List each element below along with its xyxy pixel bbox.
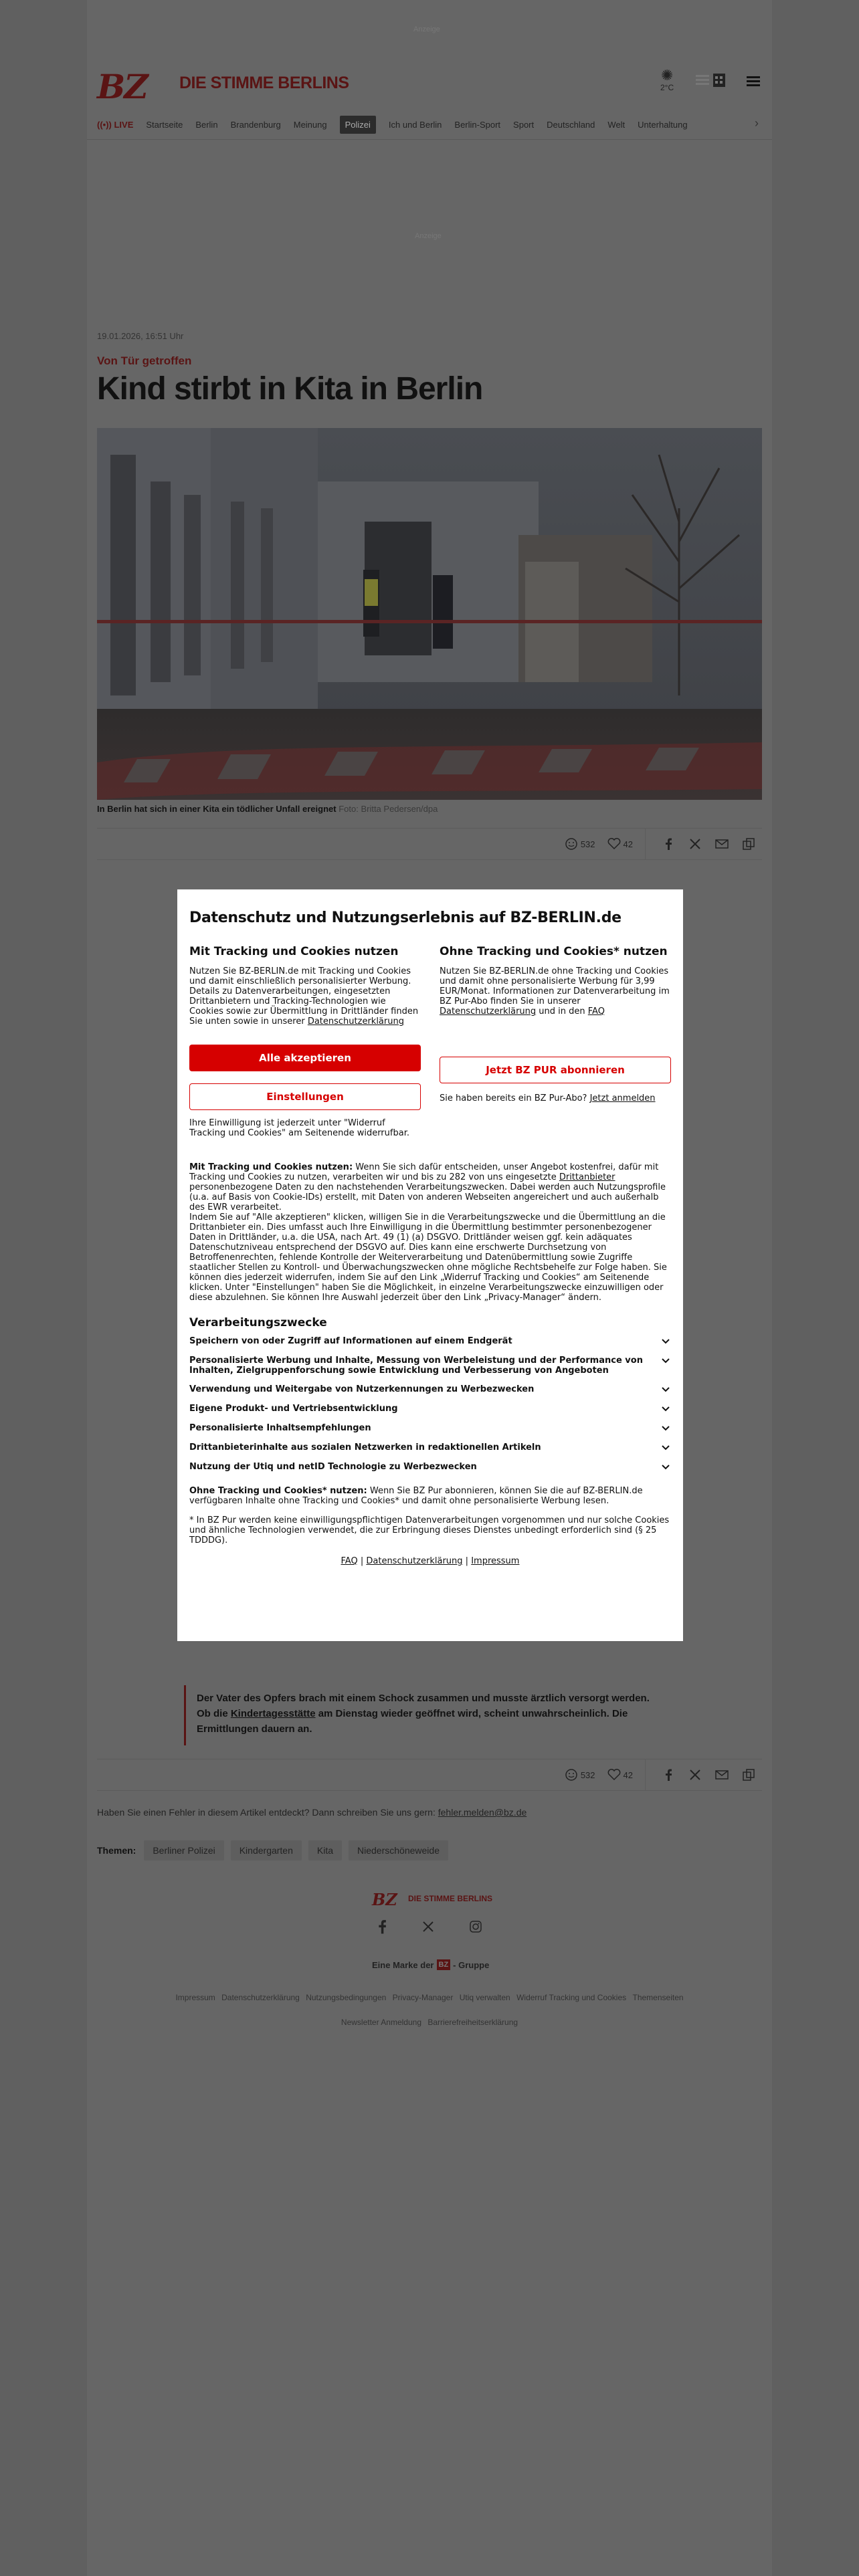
nav-divider	[87, 139, 772, 140]
themes-label: Themen:	[97, 1845, 136, 1856]
chevron-down-icon	[660, 1423, 671, 1434]
consent-right-text: Nutzen Sie BZ-BERLIN.de ohne Tracking und Cookies und damit ohne personalisierte Werbung für 3,99 EUR/Monat. Informationen zur Datenverarbeitung im BZ Pur-Abo finden Sie in unserer Datenschutzerklärung und in den FAQ	[440, 966, 670, 1016]
themes-row	[97, 1840, 455, 1860]
footer-logo[interactable]: BZ	[372, 1890, 397, 1909]
brand-line: Eine Marke der BZ - Gruppe	[372, 1959, 490, 1970]
nav-item-welt[interactable]: Welt	[607, 119, 626, 130]
weather-temp: 2°C	[660, 83, 674, 92]
consent-bottom-links: FAQ | Datenschutzerklärung | Impressum	[341, 1556, 520, 1566]
heart-icon	[607, 838, 621, 850]
chevron-down-icon	[660, 1442, 671, 1453]
subscribe-pur-button[interactable]: Jetzt BZ PUR abonnieren	[440, 1057, 671, 1083]
purpose-item[interactable]: Drittanbieterinhalte aus sozialen Netzwerken in redaktionellen Artikeln	[189, 1442, 671, 1453]
comments-icon	[565, 837, 578, 851]
chevron-down-icon	[660, 1462, 671, 1473]
consent-imprint-link[interactable]: Impressum	[471, 1556, 520, 1566]
heart-icon	[607, 1769, 621, 1781]
article-photo[interactable]	[97, 428, 762, 800]
purpose-item[interactable]: Speichern von oder Zugriff auf Informationen auf einem Endgerät	[189, 1336, 671, 1347]
nav-item-unterhaltung[interactable]: Unterhaltung	[638, 119, 688, 130]
consent-left-text: Nutzen Sie BZ-BERLIN.de mit Tracking und Cookies und damit einschließlich personalisierter Werbung. Details zu Datenverarbeitungen, eingesetzten Drittanbietern und Tracking-Technologien wie Cookies sowie zur Übermittlung in Drittländer finden Sie unten sowie in unserer Datenschutzerklärung	[189, 966, 419, 1027]
footer-slogan: DIE STIMME BERLINS	[408, 1894, 493, 1903]
footer-link-widerruf[interactable]: Widerruf Tracking und Cookies	[516, 1993, 627, 2002]
consent-title: Datenschutz und Nutzungserlebnis auf BZ-BERLIN.de	[189, 909, 622, 926]
purposes-heading: Verarbeitungszwecke	[189, 1316, 327, 1329]
consent-right-heading: Ohne Tracking und Cookies* nutzen	[440, 945, 668, 958]
bz-group-logo: BZ	[437, 1959, 451, 1970]
consent-right-column	[440, 945, 671, 1138]
x-icon[interactable]	[423, 1921, 434, 1932]
chevron-down-icon	[660, 1356, 671, 1366]
likes-count-bottom[interactable]: 42	[607, 1769, 633, 1781]
footer-link-barrierefreiheit[interactable]: Barrierefreiheitserklärung	[427, 2018, 518, 2027]
slogan: DIE STIMME BERLINS	[179, 74, 349, 92]
consent-left-heading: Mit Tracking und Cookies nutzen	[189, 945, 399, 958]
hamburger-icon[interactable]	[747, 76, 760, 87]
consent-left-column	[189, 945, 421, 1138]
copy-link-icon[interactable]	[735, 1769, 762, 1781]
purpose-item[interactable]: Personalisierte Werbung und Inhalte, Messung von Werbeleistung und der Performance von Inhalten, Zielgruppenforschung sowie Entwicklung und Verbesserung von Angeboten	[189, 1356, 671, 1376]
purpose-item[interactable]: Verwendung und Weitergabe von Nutzerkennungen zu Werbezwecken	[189, 1384, 671, 1395]
comments-count-bottom[interactable]: 532	[565, 1768, 595, 1782]
footer-link-privacy-manager[interactable]: Privacy-Manager	[392, 1993, 454, 2002]
bvg-icon[interactable]	[694, 72, 728, 90]
photo-caption: In Berlin hat sich in einer Kita ein tödlicher Unfall ereignet Foto: Britta Pedersen/dpa	[97, 804, 438, 814]
footer-link-nutzungsbedingungen[interactable]: Nutzungsbedingungen	[306, 1993, 387, 2002]
chevron-down-icon	[660, 1384, 671, 1395]
comments-icon	[565, 1768, 578, 1782]
theme-tag[interactable]: Berliner Polizei	[144, 1840, 223, 1860]
article-date: 19.01.2026, 16:51 Uhr	[97, 331, 184, 341]
email-share-icon[interactable]	[708, 1770, 735, 1780]
consent-left-note: Ihre Einwilligung ist jederzeit unter "Widerruf Tracking und Cookies" am Seitenende widerrufbar.	[189, 1118, 409, 1138]
consent-right-note: Sie haben bereits ein BZ Pur-Abo? Jetzt anmelden	[440, 1093, 656, 1103]
quote-bar	[184, 1685, 186, 1745]
ad-label-mid: Anzeige	[415, 232, 442, 240]
footer-link-impressum[interactable]: Impressum	[175, 1993, 215, 2002]
kita-link[interactable]: Kindertagesstätte	[230, 1708, 316, 1719]
nav-scroll-right-icon[interactable]: ›	[755, 116, 759, 130]
article-toolbar-bottom	[97, 1759, 762, 1791]
vendors-link[interactable]: Drittanbieter	[559, 1172, 615, 1182]
error-report: Haben Sie einen Fehler in diesem Artikel entdeckt? Dann schreiben Sie uns gern: fehler.melden@bz.de	[97, 1807, 527, 1818]
likes-count[interactable]: 42	[607, 838, 633, 850]
login-link[interactable]: Jetzt anmelden	[589, 1093, 656, 1103]
bz-logo[interactable]: BZ	[97, 67, 147, 106]
nav-item-startseite[interactable]: Startseite	[146, 119, 183, 130]
nav-item-berlin-sport[interactable]: Berlin-Sport	[454, 119, 501, 130]
footer-link-newsletter[interactable]: Newsletter Anmeldung	[341, 2018, 421, 2027]
nav-item-brandenburg[interactable]: Brandenburg	[230, 119, 281, 130]
consent-footnote: * In BZ Pur werden keine einwilligungspflichtigen Datenverarbeitungen vorgenommen und nur solche Cookies und ähnliche Technologien verwendet, die zur Erbringung dieses Dienstes unbedingt erforderlich sind (§ 25 TDDDG).	[189, 1515, 670, 1545]
facebook-share-icon[interactable]	[655, 1769, 682, 1781]
footer-link-datenschutz[interactable]: Datenschutzerklärung	[221, 1993, 300, 2002]
footer-links-row2	[87, 2018, 772, 2027]
privacy-link[interactable]: Datenschutzerklärung	[307, 1016, 404, 1027]
nav-item-ich-und-berlin[interactable]: Ich und Berlin	[388, 119, 442, 130]
sun-icon: ✺	[660, 67, 674, 84]
weather-widget[interactable]	[660, 68, 674, 92]
theme-tag[interactable]: Kita	[308, 1840, 342, 1860]
nav-live[interactable]: ((•)) LIVE	[97, 119, 134, 130]
theme-tag[interactable]: Niederschöneweide	[349, 1840, 448, 1860]
article-toolbar-top	[97, 828, 762, 860]
consent-dialog	[177, 889, 683, 1641]
x-share-icon[interactable]	[682, 1769, 708, 1780]
purpose-item[interactable]: Nutzung der Utiq und netID Technologie zu Werbezwecken	[189, 1462, 671, 1473]
purpose-item[interactable]: Eigene Produkt- und Vertriebsentwicklung	[189, 1404, 671, 1414]
article-kicker: Von Tür getroffen	[97, 354, 192, 367]
accept-all-button[interactable]: Alle akzeptieren	[189, 1045, 421, 1071]
facebook-share-icon[interactable]	[655, 838, 682, 850]
nav-item-berlin[interactable]: Berlin	[195, 119, 218, 130]
x-share-icon[interactable]	[682, 839, 708, 849]
consent-long-text: Mit Tracking und Cookies nutzen: Wenn Sie sich dafür entscheiden, unser Angebot kostenfrei, dafür mit Tracking und Cookies zu nutzen, verarbeiten wir und bis zu 282 von uns eingesetzte Drittanbieter personenbezogene Daten zu den nachstehenden Verarbeitungszwecken. Dabei werden auch Nutzungsprofile (u.a. auf Basis von Cookie-IDs) erstellt, mit Daten von anderen Webseiten angereichert und auch außerhalb des EWR verarbeitet. Indem Sie auf "Alle akzeptieren" klicken, willigen Sie in die Verarbeitungszwecke und die Übermittlung an die Drittanbieter ein. Dies umfasst auch Ihre Einwilligung in die Übermittlung bestimmter personenbezogener Daten in Drittländer, u.a. die USA, nach Art. 49 (1) (a) DSGVO. Drittländer weisen ggf. kein adäquates Datenschutzniveau entsprechend der DSGVO auf. Dies kann eine erschwerte Durchsetzung von Betroffenenrechten, fehlende Kontrolle der Weiterverarbeitung und Datenübermittlung sowie Zugriffe staatlicher Stellen zu Kontroll- und Überwachungszwecken ohne mögliche Rechtsbehelfe zur Folge haben. Sie können dies jederzeit widerrufen, indem Sie auf den Link „Widerruf Tracking und Cookies“ am Seitenende klicken. Unter "Einstellungen" haben Sie die Möglichkeit, in einzelne Verarbeitungszwecke einzuwilligen oder diese abzulehnen. Sie können Ihre Auswahl jederzeit über den Link „Privacy-Manager“ ändern.	[189, 1162, 667, 1303]
instagram-icon[interactable]	[470, 1921, 482, 1933]
ad-label: Anzeige	[413, 25, 440, 33]
error-email-link[interactable]: fehler.melden@bz.de	[438, 1807, 527, 1818]
privacy-link-right[interactable]: Datenschutzerklärung	[440, 1006, 537, 1016]
main-nav	[97, 115, 756, 134]
nav-item-meinung[interactable]: Meinung	[293, 119, 327, 130]
footer-links-row1	[87, 1993, 772, 2002]
email-share-icon[interactable]	[708, 839, 735, 849]
faq-link[interactable]: FAQ	[587, 1006, 605, 1016]
consent-privacy-link[interactable]: Datenschutzerklärung	[366, 1556, 463, 1566]
comments-count[interactable]: 532	[565, 837, 595, 851]
article-title: Kind stirbt in Kita in Berlin	[97, 371, 483, 407]
footer-link-utiq[interactable]: Utiq verwalten	[459, 1993, 510, 2002]
purpose-item[interactable]: Personalisierte Inhaltsempfehlungen	[189, 1423, 671, 1434]
consent-faq-link[interactable]: FAQ	[341, 1556, 358, 1566]
consent-without-text: Ohne Tracking und Cookies* nutzen: Wenn Sie BZ Pur abonnieren, können Sie die auf BZ-BERLIN.de verfügbaren Inhalte ohne Tracking und Cookies* und damit ohne personalisierte Werbung lesen.	[189, 1486, 643, 1506]
chevron-down-icon	[660, 1336, 671, 1347]
copy-link-icon[interactable]	[735, 838, 762, 850]
settings-button[interactable]: Einstellungen	[189, 1083, 421, 1110]
facebook-icon[interactable]	[377, 1919, 387, 1934]
theme-tag[interactable]: Kindergarten	[231, 1840, 302, 1860]
nav-item-polizei[interactable]: Polizei	[340, 116, 376, 134]
chevron-down-icon	[660, 1404, 671, 1414]
nav-item-sport[interactable]: Sport	[513, 119, 535, 130]
article-teaser: Der Vater des Opfers brach mit einem Schock zusammen und musste ärztlich versorgt werden. Ob die Kindertagesstätte am Dienstag wieder geöffnet wird, scheint unwahrscheinlich. Die Ermittlungen dauern an.	[197, 1693, 650, 1735]
footer-link-themenseiten[interactable]: Themenseiten	[632, 1993, 684, 2002]
nav-item-deutschland[interactable]: Deutschland	[547, 119, 595, 130]
